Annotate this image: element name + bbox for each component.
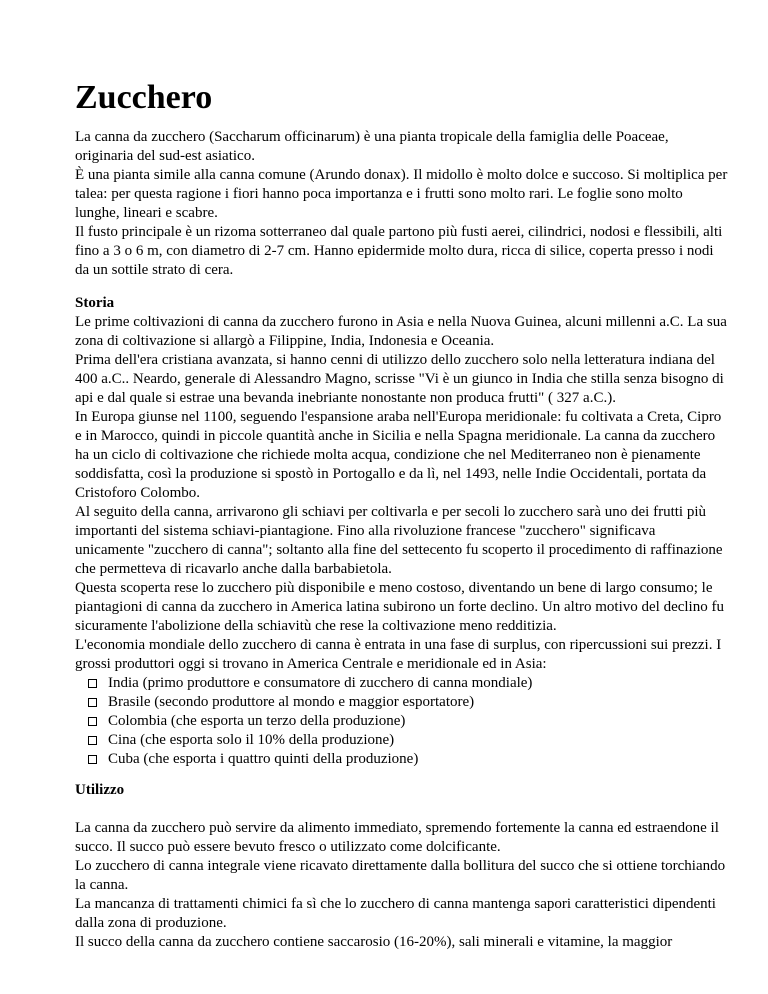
page-title: Zucchero [75,79,213,116]
intro-paragraph: È una pianta simile alla canna comune (Arundo donax). Il midollo è molto dolce e succoso. Si moltiplica per talea: per questa ragione i fiori hanno poca importanza e i frutti sono molto rari. Le foglie sono molto lunghe, lineari e scabre. [75,167,728,221]
storia-paragraph: Questa scoperta rese lo zucchero più disponibile e meno costoso, diventando un bene di largo consumo; le piantagioni di canna da zucchero in America latina subirono un forte declino. Un altro motivo del declino fu sicuramente l'abolizione della schiavitù che rese la coltivazione meno redditizia. [75,580,724,634]
storia-paragraph: Prima dell'era cristiana avanzata, si hanno cenni di utilizzo dello zucchero solo nella letteratura indiana del 400 a.C.. Neardo, generale di Alessandro Magno, scrisse "Vi è un giunco in India che stilla senza bisogno di api e dal quale si estrae una bevanda inebriante nonostante non produca frutti" ( 327 a.C.). [75,352,724,406]
list-item [88,731,728,750]
spacer [75,800,728,819]
intro-paragraph: Il fusto principale è un rizoma sotterraneo dal quale partono più fusti aerei, cilindrici, nodosi e flessibili, alti fino a 3 o 6 m, con diametro di 2-7 cm. Hanno epidermide molto dura, ricca di silice, coperta presso i nodi da un sottile strato di cera. [75,224,723,278]
intro-section [75,128,728,280]
list-item-text: Colombia (che esporta un terzo della produzione) [108,713,406,729]
utilizzo-heading: Utilizzo [75,782,125,798]
list-item-text: Cina (che esporta solo il 10% della produzione) [108,732,395,748]
checkbox-bullet-icon [88,755,97,764]
list-item-text: Cuba (che esporta i quattro quinti della produzione) [108,751,419,767]
intro-paragraph: La canna da zucchero (Saccharum officinarum) è una pianta tropicale della famiglia delle Poaceae, originaria del sud-est asiatico. [75,129,669,164]
list-item-text: India (primo produttore e consumatore di zucchero di canna mondiale) [108,675,533,691]
producers-list [75,674,728,769]
list-item [88,693,728,712]
utilizzo-section [75,819,728,952]
storia-paragraph: L'economia mondiale dello zucchero di canna è entrata in una fase di surplus, con ripercussioni sui prezzi. I grossi produttori oggi si trovano in America Centrale e meridionale ed in Asia: [75,637,722,672]
checkbox-bullet-icon [88,717,97,726]
storia-heading: Storia [75,295,115,311]
list-item [88,674,728,693]
checkbox-bullet-icon [88,698,97,707]
checkbox-bullet-icon [88,736,97,745]
utilizzo-paragraph: Il succo della canna da zucchero contiene saccarosio (16-20%), sali minerali e vitamine, la maggior [75,934,673,950]
list-item [88,712,728,731]
list-item-text: Brasile (secondo produttore al mondo e maggior esportatore) [108,694,475,710]
checkbox-bullet-icon [88,679,97,688]
storia-paragraph: Le prime coltivazioni di canna da zucchero furono in Asia e nella Nuova Guinea, alcuni millenni a.C. La sua zona di coltivazione si allargò a Filippine, India, Indonesia e Oceania. [75,314,727,349]
utilizzo-paragraph: Lo zucchero di canna integrale viene ricavato direttamente dalla bollitura del succo che si ottiene torchiando la canna. [75,858,726,893]
storia-section [75,313,728,674]
utilizzo-paragraph: La canna da zucchero può servire da alimento immediato, spremendo fortemente la canna ed estraendone il succo. Il succo può essere bevuto fresco o utilizzato come dolcificante. [75,820,719,855]
storia-paragraph: Al seguito della canna, arrivarono gli schiavi per coltivarla e per secoli lo zucchero sarà uno dei frutti più importanti del sistema schiavi-piantagione. Fino alla rivoluzione francese "zucchero" significava unicamente "zucchero di canna"; soltanto alla fine del settecento fu scoperto il procedimento di raffinazione che permetteva di ricavarlo anche dalla barbabietola. [75,504,723,577]
storia-paragraph: In Europa giunse nel 1100, seguendo l'espansione araba nell'Europa meridionale: fu coltivata a Creta, Cipro e in Marocco, quindi in piccole quantità anche in Sicilia e nella Spagna meridionale. La canna da zucchero ha un ciclo di coltivazione che richiede molta acqua, condizione che nel Mediterraneo non è pienamente soddisfatta, così la produzione si spostò in Portogallo e da lì, nel 1493, nelle Indie Occidentali, portata da Cristoforo Colombo. [75,409,722,501]
utilizzo-paragraph: La mancanza di trattamenti chimici fa sì che lo zucchero di canna mantenga sapori caratteristici dipendenti dalla zona di produzione. [75,896,716,931]
list-item [88,750,728,769]
